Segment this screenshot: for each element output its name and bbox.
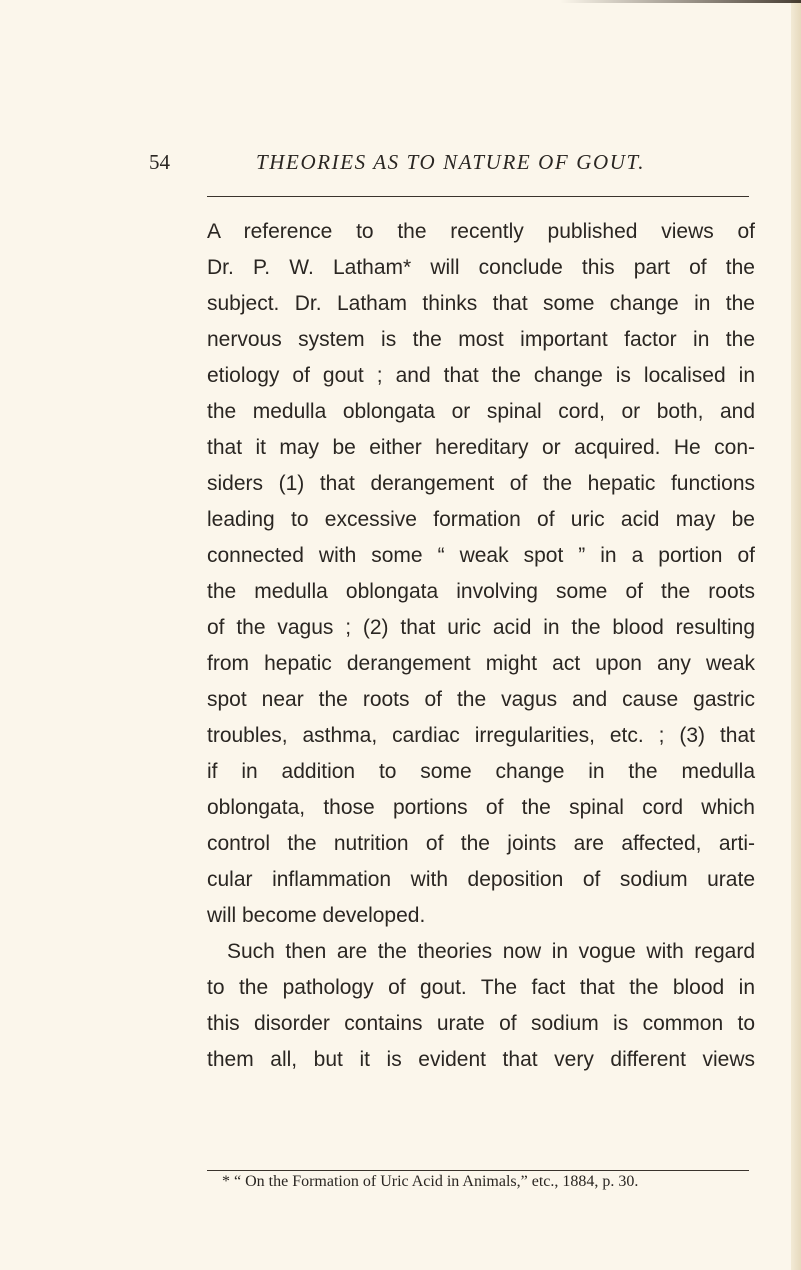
page-edge-shadow [791, 0, 801, 1270]
text-line: Such then are the theories now in vogue with regard [227, 940, 755, 963]
text-line: of the vagus ; (2) that uric acid in the blood resulting [207, 616, 755, 639]
header-rule [207, 196, 749, 197]
text-line: etiology of gout ; and that the change is localised in [207, 364, 755, 387]
text-line: troubles, asthma, cardiac irregularities, etc. ; (3) that [207, 724, 755, 747]
text-line: the medulla oblongata or spinal cord, or both, and [207, 400, 755, 423]
text-line: connected with some “ weak spot ” in a portion of [207, 544, 755, 567]
text-line: this disorder contains urate of sodium is common to [207, 1012, 755, 1035]
text-line: that it may be either hereditary or acquired. He con- [207, 436, 755, 459]
text-line: subject. Dr. Latham thinks that some change in the [207, 292, 755, 315]
text-line: siders (1) that derangement of the hepatic functions [207, 472, 755, 495]
text-line: the medulla oblongata involving some of the roots [207, 580, 755, 603]
page-top-edge-shadow [560, 0, 801, 3]
text-line: if in addition to some change in the medulla [207, 760, 755, 783]
text-line: will become developed. [207, 904, 426, 927]
text-line: Dr. P. W. Latham* will conclude this part of the [207, 256, 755, 279]
text-line: A reference to the recently published views of [207, 220, 755, 243]
text-line: oblongata, those portions of the spinal cord which [207, 796, 755, 819]
body-text [207, 214, 755, 1078]
text-line: them all, but it is evident that very different views [207, 1048, 755, 1071]
text-line: nervous system is the most important factor in the [207, 328, 755, 351]
footnote: * “ On the Formation of Uric Acid in Animals,” etc., 1884, p. 30. [222, 1173, 639, 1190]
text-line: spot near the roots of the vagus and cause gastric [207, 688, 755, 711]
text-line: leading to excessive formation of uric acid may be [207, 508, 755, 531]
text-line: from hepatic derangement might act upon any weak [207, 652, 755, 675]
text-line: to the pathology of gout. The fact that the blood in [207, 976, 755, 999]
running-header [149, 150, 749, 180]
text-line: cular inflammation with deposition of sodium urate [207, 868, 755, 891]
text-line: control the nutrition of the joints are affected, arti- [207, 832, 755, 855]
page-number: 54 [149, 150, 170, 174]
running-title: THEORIES AS TO NATURE OF GOUT. [256, 150, 646, 174]
